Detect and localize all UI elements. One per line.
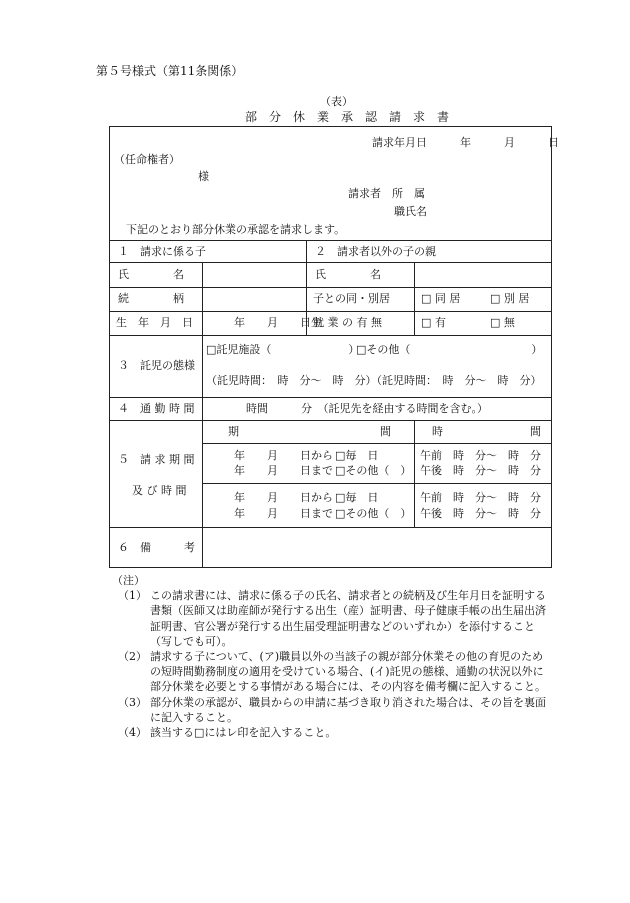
commute-value[interactable]: 時間 分 （託児先を経由する時間を含む。） [246,402,488,415]
remarks-label: ６ 備 考 [118,541,195,554]
side-label: （表） [320,95,353,108]
sama-label: 様 [198,170,209,183]
cohabitation-separate-checkbox[interactable]: □ 別 居 [490,292,530,305]
period-frequency[interactable]: □毎 日 [335,491,379,504]
note-number: （1） [118,589,147,603]
note-item [112,725,552,740]
note-item [112,695,552,725]
appointer-label: （任命権者） [114,153,180,166]
childcare-other-checkbox[interactable]: □その他（ ） [356,343,543,356]
cohabitation-same-checkbox[interactable]: □ 同 居 [421,292,461,305]
intro-text: 下記のとおり部分休業の承認を請求します。 [126,223,346,236]
child-birth-label: 生 年 月 日 [116,316,193,329]
employment-label: 就 業 の 有 無 [313,316,382,329]
period-time[interactable]: 午前 時 分～ 時 分 [420,491,541,504]
child-name-label: 氏 名 [118,268,184,281]
requester-affiliation-label: 請求者 所 属 [348,187,425,200]
childcare-facility-checkbox[interactable]: □託児施設（ ） [206,343,360,356]
child-birth-value[interactable]: 年 月 日生 [234,316,322,329]
note-item [112,588,552,649]
request-period-label: ５ 請 求 期 間 [118,453,195,466]
note-text: この請求書には、請求に係る子の氏名、請求者との続柄及び生年月日を証明する書類（医師又は助産師が発行する出生（産）証明書、母子健康手帳の出生届出済証明書、官公署が発行する出生届受理証明書などのいずれか）を添付すること（写しでも可）。 [150,589,546,648]
section2-title: ２ 請求者以外の子の親 [315,245,436,258]
note-text: 請求する子について、(ア)職員以外の当該子の親が部分休業その他の育児のための短時間勤務制度の適用を受けている場合、(イ)託児の態様、通勤の状況以外に部分休業を必要とする事情がある場合には、その内容を備考欄に記入すること。 [150,650,546,694]
request-time-label: 及 び 時 間 [132,484,187,497]
childcare-label: ３ 託児の態様 [118,359,195,372]
form-number: 第５号様式（第11条関係） [96,64,244,78]
section1-title: １ 請求に係る子 [118,245,206,258]
period-time[interactable]: 午後 時 分～ 時 分 [420,464,541,477]
request-date[interactable]: 請求年月日 年 月 日 [372,136,559,149]
period-frequency[interactable]: □その他（ ） [335,464,412,477]
employment-yes-checkbox[interactable]: □ 有 [421,316,446,329]
time-header-a: 時 [432,425,443,438]
period-header-b: 間 [380,425,391,438]
commute-label: ４ 通 勤 時 間 [118,402,195,415]
notes [112,573,552,740]
requester-name-label: 職氏名 [394,205,427,218]
time-header-b: 間 [530,425,541,438]
period-date[interactable]: 年 月 日から [234,449,333,462]
period-frequency[interactable]: □毎 日 [335,449,379,462]
cohabitation-label: 子との同・別居 [313,292,390,305]
note-text: 部分休業の承認が、職員からの申請に基づき取り消された場合は、その旨を裏面に記入すること。 [150,695,546,724]
note-number: （4） [118,726,147,740]
note-number: （3） [118,695,147,709]
child-relation-label: 続 柄 [118,292,184,305]
remarks-field[interactable] [204,529,549,565]
period-date[interactable]: 年 月 日まで [234,464,333,477]
period-date[interactable]: 年 月 日から [234,491,333,504]
note-number: （2） [118,650,147,664]
period-frequency[interactable]: □その他（ ） [335,507,412,520]
note-text: 該当する□にはレ印を記入すること。 [150,726,337,740]
childcare-time[interactable]: （託児時間： 時 分～ 時 分）（託児時間： 時 分～ 時 分） [206,374,542,387]
note-item [112,649,552,695]
employment-no-checkbox[interactable]: □ 無 [490,316,515,329]
period-header-a: 期 [228,425,239,438]
parent-name-label: 氏 名 [315,268,381,281]
period-date[interactable]: 年 月 日まで [234,507,333,520]
period-time[interactable]: 午前 時 分～ 時 分 [420,449,541,462]
form-title: 部 分 休 業 承 認 請 求 書 [245,110,450,124]
form-frame [109,126,559,568]
period-time[interactable]: 午後 時 分～ 時 分 [420,507,541,520]
notes-heading: （注） [112,574,145,587]
